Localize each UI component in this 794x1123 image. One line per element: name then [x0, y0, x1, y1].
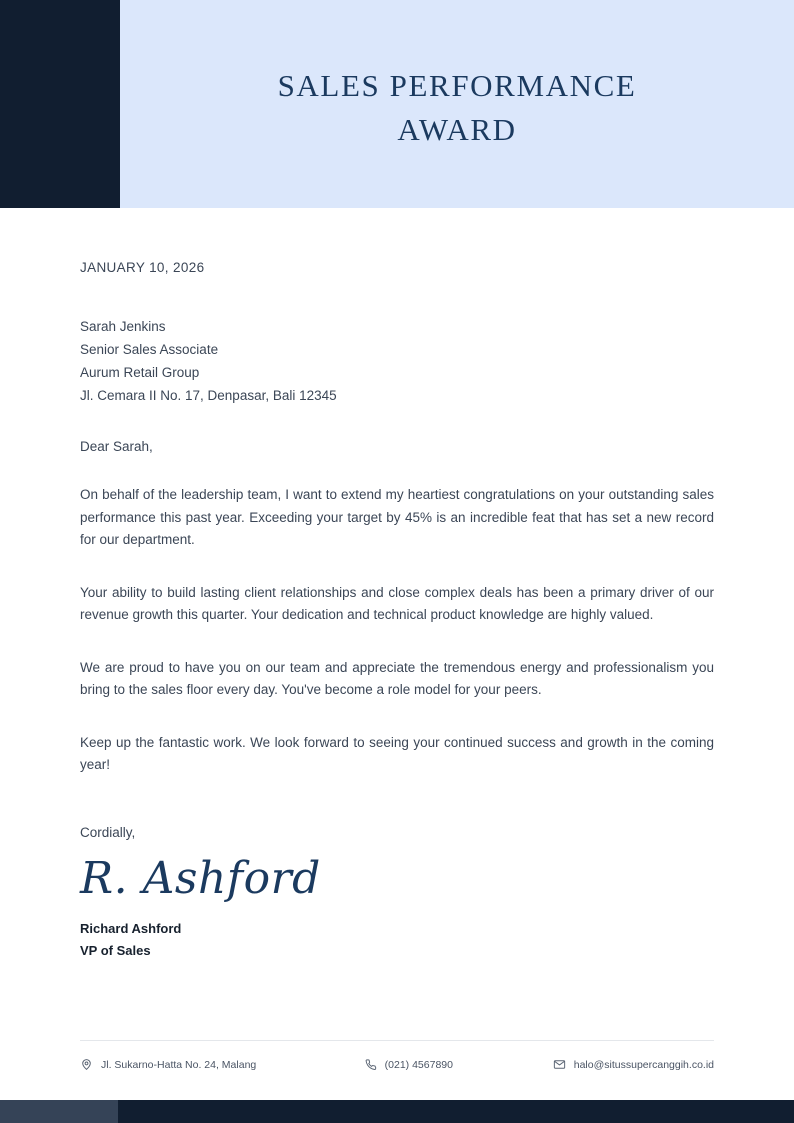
recipient-block [80, 315, 714, 407]
body-paragraph-4: Keep up the fantastic work. We look forward to seeing your continued success and growth in the coming year! [80, 734, 714, 772]
recipient-name: Sarah Jenkins [80, 319, 166, 334]
footer-phone-text: (021) 4567890 [384, 1058, 453, 1071]
page-title [120, 0, 794, 208]
signer-name: Richard Ashford [80, 920, 182, 936]
recipient-job-title: Senior Sales Associate [80, 342, 219, 357]
footer-email-item [553, 1058, 714, 1071]
bottom-bar [0, 1100, 794, 1123]
letter-header [0, 0, 794, 208]
recipient-address: Jl. Cemara II No. 17, Denpasar, Bali 12345 [80, 388, 337, 403]
footer-address-text: Jl. Sukarno-Hatta No. 24, Malang [101, 1058, 257, 1071]
footer-email-text: halo@situssupercanggih.co.id [573, 1058, 714, 1071]
footer-divider [80, 1040, 714, 1041]
bottom-bar-left-segment [0, 1100, 118, 1123]
header-dark-block [0, 0, 120, 208]
recipient-company: Aurum Retail Group [80, 365, 200, 380]
signer-title: VP of Sales [80, 942, 151, 958]
page-title-line-1: SALES PERFORMANCE [277, 68, 637, 103]
footer [80, 1058, 714, 1071]
footer-address-item [80, 1058, 364, 1071]
body-paragraph-1: On behalf of the leadership team, I want to extend my heartiest congratulations on your outstanding sales performance this past year. Exceeding your target by 45% is an incredible feat that has set a new record for our department. [80, 487, 714, 547]
body-paragraph-3: We are proud to have you on our team and appreciate the tremendous energy and professionalism you bring to the sales floor every day. You've become a role model for your peers. [80, 659, 714, 697]
signature-script: R. Ashford [80, 852, 321, 904]
phone-icon [364, 1058, 377, 1071]
signer-block [80, 918, 714, 962]
page-title-line-2: AWARD [397, 112, 517, 147]
letter-body [80, 208, 714, 962]
envelope-icon [553, 1058, 566, 1071]
bottom-bar-right-segment [118, 1100, 794, 1123]
body-paragraph-2: Your ability to build lasting client relationships and close complex deals has been a primary driver of our revenue growth this quarter. Your dedication and technical product knowledge are highly valued. [80, 584, 714, 622]
closing-salutation: Cordially, [80, 824, 136, 840]
footer-phone-item [364, 1058, 553, 1071]
letter-date: JANUARY 10, 2026 [80, 260, 205, 275]
salutation: Dear Sarah, [80, 439, 153, 454]
map-pin-icon [80, 1058, 93, 1071]
